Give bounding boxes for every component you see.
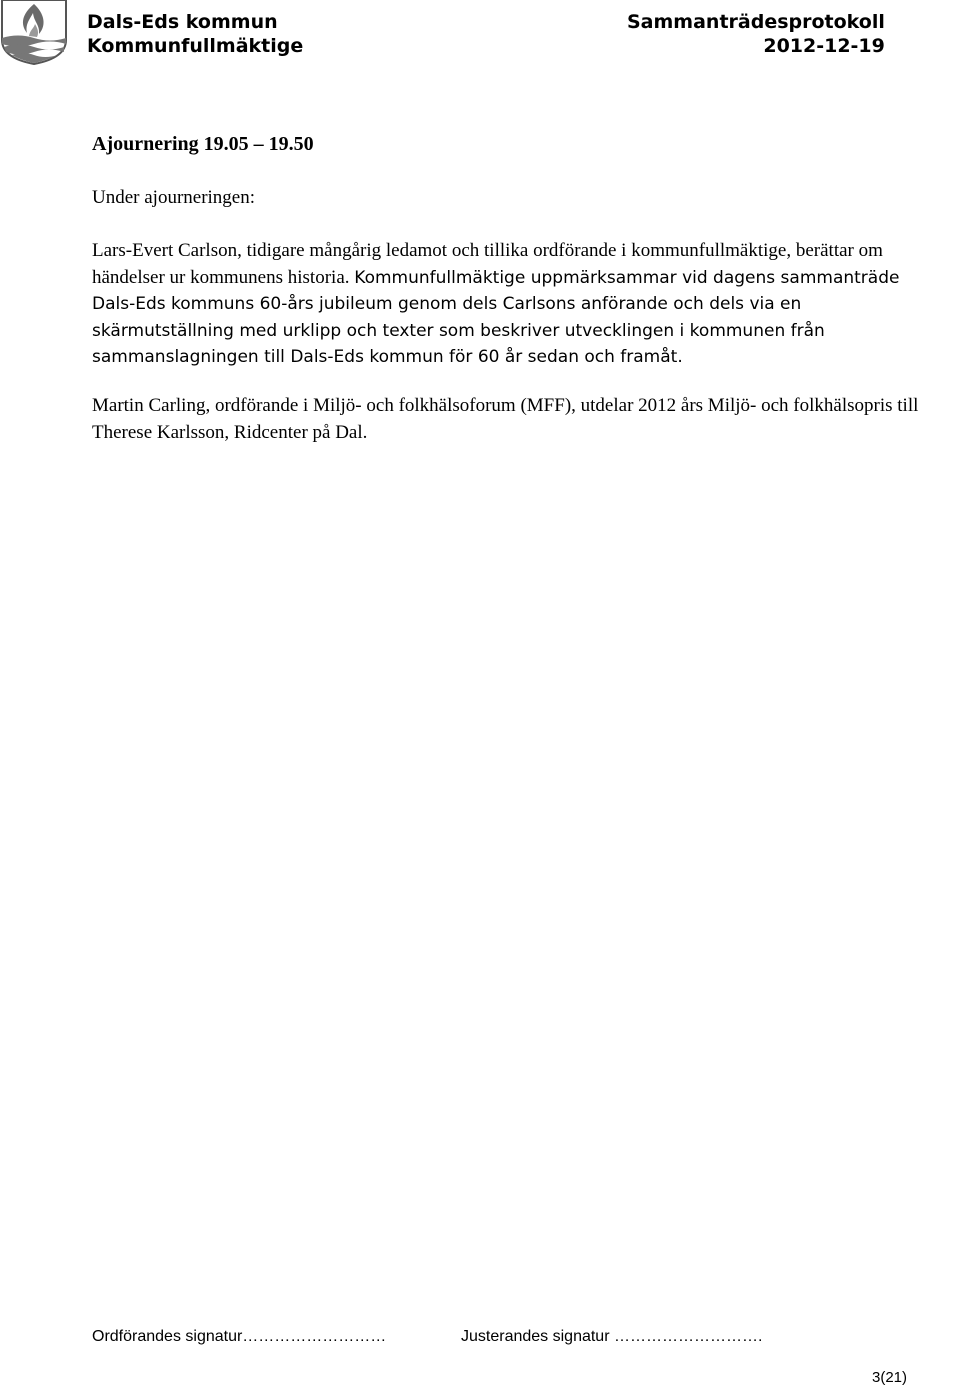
municipal-coat-of-arms-icon	[0, 0, 70, 65]
paragraph-award: Martin Carling, ordförande i Miljö- och folkhälsoforum (MFF), utdelar 2012 års Miljö- och folkhälsopris till Therese Karlsson, Ridcenter på Dal.	[92, 395, 919, 443]
chair-signature-line: Ordförandes signatur………………………	[92, 1328, 387, 1345]
page-number: 3(21)	[872, 1369, 908, 1386]
meeting-date: 2012-12-19	[763, 35, 885, 57]
municipality-name: Dals-Eds kommun	[87, 11, 278, 33]
paragraph-history-part2: Kommunfullmäktige uppmärksammar vid dagens sammanträde Dals-Eds kommuns 60-års jubileum genom dels Carlsons anförande och dels via en skärmutställning med urklipp och texter som beskriver utvecklingen i kommunen från sammanslagningen till Dals-Eds kommun för 60 år sedan och framåt.	[92, 267, 900, 367]
document-type: Sammanträdesprotokoll	[627, 11, 885, 33]
section-heading: Ajournering 19.05 – 19.50	[92, 133, 314, 155]
paragraph-history	[92, 238, 932, 371]
paragraph-history-part1: Lars-Evert Carlson, tidigare mångårig ledamot och tillika ordförande i kommunfullmäktige, berättar om händelser ur kommunens historia.	[92, 240, 883, 288]
header-left	[87, 10, 303, 58]
header-right	[627, 10, 885, 58]
adjuster-signature-line: Justerandes signatur ……………………….	[461, 1328, 763, 1345]
council-name: Kommunfullmäktige	[87, 35, 304, 57]
intro-text: Under ajourneringen:	[92, 187, 256, 208]
